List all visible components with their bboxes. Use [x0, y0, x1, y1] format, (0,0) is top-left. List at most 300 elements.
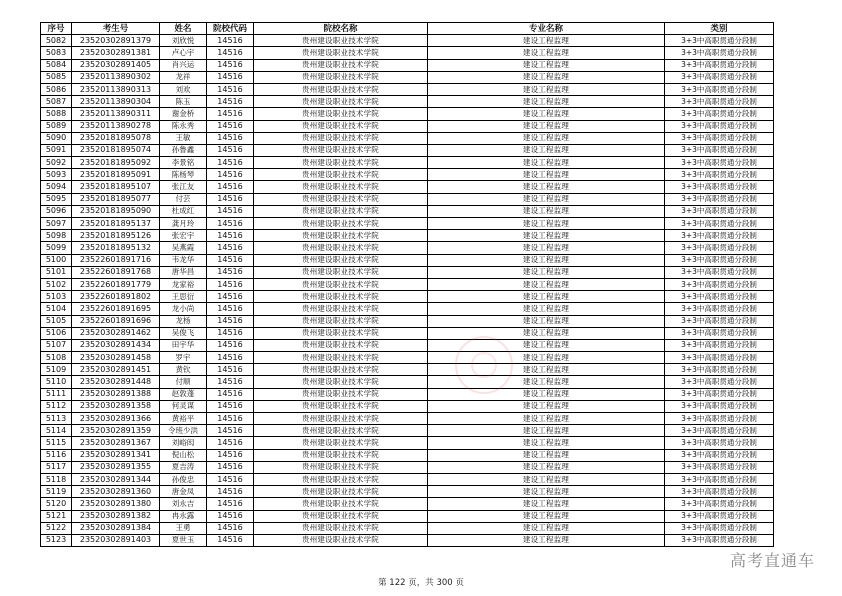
cell-name: 孙俊忠: [160, 473, 207, 485]
cell-exam-id: 23520302891341: [72, 449, 160, 461]
cell-cat: 3+3中高职贯通分段制: [665, 339, 774, 351]
cell-cat: 3+3中高职贯通分段制: [665, 278, 774, 290]
cell-seq: 5107: [41, 339, 72, 351]
cell-seq: 5088: [41, 108, 72, 120]
cell-school: 贵州建设职业技术学院: [254, 352, 428, 364]
cell-exam-id: 23522601891716: [72, 254, 160, 266]
cell-cat: 3+3中高职贯通分段制: [665, 96, 774, 108]
cell-exam-id: 23520181895132: [72, 242, 160, 254]
admission-table: [40, 22, 774, 547]
cell-major: 建设工程监理: [428, 498, 665, 510]
cell-exam-id: 23520302891379: [72, 35, 160, 47]
cell-name: 孙鲁鑫: [160, 144, 207, 156]
cell-name: 刘峪闳: [160, 437, 207, 449]
cell-major: 建设工程监理: [428, 205, 665, 217]
cell-school: 贵州建设职业技术学院: [254, 522, 428, 534]
cell-school-code: 14516: [207, 47, 254, 59]
cell-school: 贵州建设职业技术学院: [254, 96, 428, 108]
cell-school: 贵州建设职业技术学院: [254, 534, 428, 546]
table-row: [41, 83, 774, 95]
cell-cat: 3+3中高职贯通分段制: [665, 242, 774, 254]
cell-major: 建设工程监理: [428, 157, 665, 169]
cell-major: 建设工程监理: [428, 181, 665, 193]
cell-name: 倪山松: [160, 449, 207, 461]
cell-school-code: 14516: [207, 278, 254, 290]
cell-school: 贵州建设职业技术学院: [254, 473, 428, 485]
cell-name: 冉永露: [160, 510, 207, 522]
cell-major: 建设工程监理: [428, 522, 665, 534]
cell-name: 吴俊飞: [160, 327, 207, 339]
cell-major: 建设工程监理: [428, 120, 665, 132]
cell-exam-id: 23520302891381: [72, 47, 160, 59]
cell-school: 贵州建设职业技术学院: [254, 144, 428, 156]
cell-school-code: 14516: [207, 132, 254, 144]
cell-school-code: 14516: [207, 315, 254, 327]
cell-school: 贵州建设职业技术学院: [254, 83, 428, 95]
cell-school-code: 14516: [207, 59, 254, 71]
cell-school-code: 14516: [207, 534, 254, 546]
cell-major: 建设工程监理: [428, 47, 665, 59]
cell-school-code: 14516: [207, 327, 254, 339]
cell-exam-id: 23520302891380: [72, 498, 160, 510]
cell-major: 建设工程监理: [428, 254, 665, 266]
cell-major: 建设工程监理: [428, 144, 665, 156]
cell-school-code: 14516: [207, 388, 254, 400]
header-seq: 序号: [41, 23, 72, 35]
cell-cat: 3+3中高职贯通分段制: [665, 413, 774, 425]
cell-cat: 3+3中高职贯通分段制: [665, 132, 774, 144]
cell-name: 卢心宇: [160, 47, 207, 59]
table-row: [41, 157, 774, 169]
table-row: [41, 266, 774, 278]
cell-school: 贵州建设职业技术学院: [254, 425, 428, 437]
cell-school: 贵州建设职业技术学院: [254, 120, 428, 132]
cell-cat: 3+3中高职贯通分段制: [665, 498, 774, 510]
cell-cat: 3+3中高职贯通分段制: [665, 400, 774, 412]
table-row: [41, 181, 774, 193]
cell-cat: 3+3中高职贯通分段制: [665, 218, 774, 230]
cell-cat: 3+3中高职贯通分段制: [665, 534, 774, 546]
cell-seq: 5089: [41, 120, 72, 132]
cell-school: 贵州建设职业技术学院: [254, 510, 428, 522]
cell-exam-id: 23520181895107: [72, 181, 160, 193]
cell-name: 龙小尚: [160, 303, 207, 315]
table-row: [41, 144, 774, 156]
table-row: [41, 35, 774, 47]
cell-seq: 5090: [41, 132, 72, 144]
cell-school: 贵州建设职业技术学院: [254, 339, 428, 351]
cell-major: 建设工程监理: [428, 83, 665, 95]
cell-name: 吴燕霞: [160, 242, 207, 254]
cell-school-code: 14516: [207, 400, 254, 412]
cell-school: 贵州建设职业技术学院: [254, 254, 428, 266]
cell-exam-id: 23520302891366: [72, 413, 160, 425]
cell-major: 建设工程监理: [428, 437, 665, 449]
cell-exam-id: 23520302891358: [72, 400, 160, 412]
cell-seq: 5098: [41, 230, 72, 242]
cell-name: 刘欢: [160, 83, 207, 95]
cell-name: 夏吉涛: [160, 461, 207, 473]
cell-name: 陈永秀: [160, 120, 207, 132]
table-row: [41, 339, 774, 351]
cell-major: 建设工程监理: [428, 193, 665, 205]
table-row: [41, 534, 774, 546]
cell-seq: 5109: [41, 364, 72, 376]
header-row: [41, 23, 774, 35]
cell-major: 建设工程监理: [428, 315, 665, 327]
cell-exam-id: 23520302891344: [72, 473, 160, 485]
table-row: [41, 364, 774, 376]
cell-exam-id: 23520113890311: [72, 108, 160, 120]
cell-school-code: 14516: [207, 425, 254, 437]
table-row: [41, 425, 774, 437]
table-row: [41, 291, 774, 303]
cell-exam-id: 23520113890302: [72, 71, 160, 83]
cell-school: 贵州建设职业技术学院: [254, 218, 428, 230]
cell-cat: 3+3中高职贯通分段制: [665, 47, 774, 59]
cell-major: 建设工程监理: [428, 486, 665, 498]
cell-seq: 5122: [41, 522, 72, 534]
cell-cat: 3+3中高职贯通分段制: [665, 83, 774, 95]
cell-school-code: 14516: [207, 522, 254, 534]
cell-name: 张江友: [160, 181, 207, 193]
cell-school: 贵州建设职业技术学院: [254, 400, 428, 412]
cell-major: 建设工程监理: [428, 303, 665, 315]
cell-name: 张宏宇: [160, 230, 207, 242]
cell-cat: 3+3中高职贯通分段制: [665, 352, 774, 364]
cell-school-code: 14516: [207, 71, 254, 83]
cell-name: 夏世玉: [160, 534, 207, 546]
header-name: 姓名: [160, 23, 207, 35]
cell-name: 付芸: [160, 193, 207, 205]
cell-school-code: 14516: [207, 83, 254, 95]
cell-cat: 3+3中高职贯通分段制: [665, 120, 774, 132]
cell-cat: 3+3中高职贯通分段制: [665, 303, 774, 315]
cell-school-code: 14516: [207, 254, 254, 266]
cell-seq: 5106: [41, 327, 72, 339]
cell-school: 贵州建设职业技术学院: [254, 437, 428, 449]
cell-school-code: 14516: [207, 449, 254, 461]
cell-seq: 5084: [41, 59, 72, 71]
cell-name: 唐金凤: [160, 486, 207, 498]
cell-exam-id: 23520181895126: [72, 230, 160, 242]
cell-major: 建设工程监理: [428, 266, 665, 278]
table-row: [41, 449, 774, 461]
cell-school-code: 14516: [207, 35, 254, 47]
cell-school: 贵州建设职业技术学院: [254, 498, 428, 510]
cell-name: 龚月玲: [160, 218, 207, 230]
cell-cat: 3+3中高职贯通分段制: [665, 376, 774, 388]
cell-exam-id: 23522601891802: [72, 291, 160, 303]
cell-cat: 3+3中高职贯通分段制: [665, 461, 774, 473]
header-school-code: 院校代码: [207, 23, 254, 35]
cell-major: 建设工程监理: [428, 132, 665, 144]
cell-seq: 5111: [41, 388, 72, 400]
cell-school: 贵州建设职业技术学院: [254, 486, 428, 498]
cell-school: 贵州建设职业技术学院: [254, 193, 428, 205]
cell-name: 付顺: [160, 376, 207, 388]
cell-exam-id: 23520181895137: [72, 218, 160, 230]
cell-school-code: 14516: [207, 461, 254, 473]
table-row: [41, 254, 774, 266]
cell-cat: 3+3中高职贯通分段制: [665, 59, 774, 71]
cell-school: 贵州建设职业技术学院: [254, 169, 428, 181]
cell-seq: 5120: [41, 498, 72, 510]
cell-cat: 3+3中高职贯通分段制: [665, 193, 774, 205]
cell-school: 贵州建设职业技术学院: [254, 291, 428, 303]
table-body: [41, 35, 774, 547]
cell-school-code: 14516: [207, 205, 254, 217]
cell-cat: 3+3中高职贯通分段制: [665, 181, 774, 193]
cell-exam-id: 23520302891403: [72, 534, 160, 546]
cell-seq: 5113: [41, 413, 72, 425]
cell-school-code: 14516: [207, 376, 254, 388]
cell-school: 贵州建设职业技术学院: [254, 315, 428, 327]
cell-name: 杜成红: [160, 205, 207, 217]
cell-seq: 5103: [41, 291, 72, 303]
cell-name: 田宇华: [160, 339, 207, 351]
cell-name: 陈玉: [160, 96, 207, 108]
cell-exam-id: 23520181895090: [72, 205, 160, 217]
page-footer: 第 122 页，共 300 页: [378, 578, 464, 588]
cell-school-code: 14516: [207, 352, 254, 364]
cell-school: 贵州建设职业技术学院: [254, 461, 428, 473]
cell-exam-id: 23520302891355: [72, 461, 160, 473]
cell-major: 建设工程监理: [428, 218, 665, 230]
cell-exam-id: 23520302891462: [72, 327, 160, 339]
cell-cat: 3+3中高职贯通分段制: [665, 510, 774, 522]
cell-exam-id: 23520181895091: [72, 169, 160, 181]
cell-school: 贵州建设职业技术学院: [254, 388, 428, 400]
cell-cat: 3+3中高职贯通分段制: [665, 388, 774, 400]
cell-name: 罗宇: [160, 352, 207, 364]
cell-major: 建设工程监理: [428, 449, 665, 461]
cell-school-code: 14516: [207, 437, 254, 449]
cell-cat: 3+3中高职贯通分段制: [665, 157, 774, 169]
header-major: 专业名称: [428, 23, 665, 35]
cell-seq: 5087: [41, 96, 72, 108]
cell-seq: 5102: [41, 278, 72, 290]
cell-cat: 3+3中高职贯通分段制: [665, 437, 774, 449]
cell-exam-id: 23520181895078: [72, 132, 160, 144]
cell-school-code: 14516: [207, 96, 254, 108]
cell-school: 贵州建设职业技术学院: [254, 266, 428, 278]
watermark-stamp-icon: [455, 336, 513, 394]
cell-cat: 3+3中高职贯通分段制: [665, 35, 774, 47]
cell-name: 李景铭: [160, 157, 207, 169]
cell-school: 贵州建设职业技术学院: [254, 278, 428, 290]
cell-school-code: 14516: [207, 120, 254, 132]
cell-exam-id: 23520113890278: [72, 120, 160, 132]
cell-seq: 5096: [41, 205, 72, 217]
cell-exam-id: 23520302891388: [72, 388, 160, 400]
table-row: [41, 315, 774, 327]
cell-cat: 3+3中高职贯通分段制: [665, 449, 774, 461]
cell-school-code: 14516: [207, 473, 254, 485]
cell-school: 贵州建设职业技术学院: [254, 47, 428, 59]
table-row: [41, 352, 774, 364]
cell-name: 黄裕平: [160, 413, 207, 425]
cell-school-code: 14516: [207, 218, 254, 230]
table-row: [41, 327, 774, 339]
cell-exam-id: 23520302891448: [72, 376, 160, 388]
cell-school-code: 14516: [207, 108, 254, 120]
cell-name: 龙家裕: [160, 278, 207, 290]
cell-school-code: 14516: [207, 144, 254, 156]
cell-school-code: 14516: [207, 291, 254, 303]
cell-cat: 3+3中高职贯通分段制: [665, 425, 774, 437]
cell-name: 黄钦: [160, 364, 207, 376]
cell-seq: 5118: [41, 473, 72, 485]
table-row: [41, 205, 774, 217]
cell-seq: 5105: [41, 315, 72, 327]
cell-cat: 3+3中高职贯通分段制: [665, 486, 774, 498]
cell-school-code: 14516: [207, 266, 254, 278]
table-row: [41, 461, 774, 473]
cell-seq: 5095: [41, 193, 72, 205]
table-row: [41, 522, 774, 534]
table-row: [41, 59, 774, 71]
cell-exam-id: 23520302891382: [72, 510, 160, 522]
cell-exam-id: 23520302891405: [72, 59, 160, 71]
cell-major: 建设工程监理: [428, 388, 665, 400]
cell-major: 建设工程监理: [428, 461, 665, 473]
cell-cat: 3+3中高职贯通分段制: [665, 327, 774, 339]
cell-school: 贵州建设职业技术学院: [254, 327, 428, 339]
cell-name: 王勇: [160, 522, 207, 534]
cell-exam-id: 23520181895074: [72, 144, 160, 156]
cell-cat: 3+3中高职贯通分段制: [665, 291, 774, 303]
table-row: [41, 278, 774, 290]
cell-exam-id: 23520113890304: [72, 96, 160, 108]
header-category: 类别: [665, 23, 774, 35]
cell-school: 贵州建设职业技术学院: [254, 364, 428, 376]
cell-seq: 5099: [41, 242, 72, 254]
cell-major: 建设工程监理: [428, 59, 665, 71]
table-row: [41, 437, 774, 449]
cell-school-code: 14516: [207, 486, 254, 498]
table-row: [41, 388, 774, 400]
cell-major: 建设工程监理: [428, 169, 665, 181]
cell-name: 王思衍: [160, 291, 207, 303]
cell-seq: 5119: [41, 486, 72, 498]
cell-school: 贵州建设职业技术学院: [254, 303, 428, 315]
cell-school: 贵州建设职业技术学院: [254, 181, 428, 193]
cell-major: 建设工程监理: [428, 96, 665, 108]
cell-name: 令班少洪: [160, 425, 207, 437]
cell-seq: 5092: [41, 157, 72, 169]
cell-major: 建设工程监理: [428, 376, 665, 388]
cell-major: 建设工程监理: [428, 242, 665, 254]
table-row: [41, 169, 774, 181]
header-exam-id: 考生号: [72, 23, 160, 35]
cell-exam-id: 23520302891360: [72, 486, 160, 498]
table-row: [41, 413, 774, 425]
table-row: [41, 218, 774, 230]
table-row: [41, 498, 774, 510]
cell-major: 建设工程监理: [428, 510, 665, 522]
cell-cat: 3+3中高职贯通分段制: [665, 254, 774, 266]
table-row: [41, 510, 774, 522]
cell-seq: 5116: [41, 449, 72, 461]
cell-cat: 3+3中高职贯通分段制: [665, 144, 774, 156]
cell-school-code: 14516: [207, 498, 254, 510]
cell-name: 刘永吉: [160, 498, 207, 510]
cell-major: 建设工程监理: [428, 364, 665, 376]
table-row: [41, 108, 774, 120]
cell-name: 龙祥: [160, 71, 207, 83]
cell-seq: 5104: [41, 303, 72, 315]
cell-school: 贵州建设职业技术学院: [254, 242, 428, 254]
cell-school-code: 14516: [207, 303, 254, 315]
cell-seq: 5091: [41, 144, 72, 156]
cell-name: 龙杨: [160, 315, 207, 327]
cell-exam-id: 23520181895092: [72, 157, 160, 169]
header-school-name: 院校名称: [254, 23, 428, 35]
table-row: [41, 486, 774, 498]
cell-school: 贵州建设职业技术学院: [254, 71, 428, 83]
cell-seq: 5101: [41, 266, 72, 278]
cell-exam-id: 23520302891458: [72, 352, 160, 364]
cell-school: 贵州建设职业技术学院: [254, 205, 428, 217]
table-row: [41, 376, 774, 388]
table-row: [41, 120, 774, 132]
cell-cat: 3+3中高职贯通分段制: [665, 230, 774, 242]
cell-name: 韦龙华: [160, 254, 207, 266]
cell-cat: 3+3中高职贯通分段制: [665, 108, 774, 120]
table-row: [41, 71, 774, 83]
table-row: [41, 47, 774, 59]
cell-name: 陈杨琴: [160, 169, 207, 181]
cell-name: 谢金桥: [160, 108, 207, 120]
cell-major: 建设工程监理: [428, 534, 665, 546]
table-row: [41, 242, 774, 254]
cell-exam-id: 23520302891434: [72, 339, 160, 351]
cell-name: 肖兴运: [160, 59, 207, 71]
table-row: [41, 230, 774, 242]
cell-exam-id: 23520302891384: [72, 522, 160, 534]
table-row: [41, 132, 774, 144]
cell-major: 建设工程监理: [428, 473, 665, 485]
cell-school: 贵州建设职业技术学院: [254, 449, 428, 461]
cell-seq: 5082: [41, 35, 72, 47]
cell-cat: 3+3中高职贯通分段制: [665, 522, 774, 534]
cell-cat: 3+3中高职贯通分段制: [665, 266, 774, 278]
cell-school: 贵州建设职业技术学院: [254, 376, 428, 388]
cell-exam-id: 23522601891779: [72, 278, 160, 290]
cell-major: 建设工程监理: [428, 71, 665, 83]
cell-seq: 5112: [41, 400, 72, 412]
cell-school-code: 14516: [207, 413, 254, 425]
cell-seq: 5123: [41, 534, 72, 546]
cell-school: 贵州建设职业技术学院: [254, 59, 428, 71]
cell-school-code: 14516: [207, 364, 254, 376]
cell-exam-id: 23522601891768: [72, 266, 160, 278]
cell-seq: 5114: [41, 425, 72, 437]
cell-major: 建设工程监理: [428, 352, 665, 364]
cell-school-code: 14516: [207, 339, 254, 351]
cell-seq: 5083: [41, 47, 72, 59]
table-row: [41, 193, 774, 205]
cell-major: 建设工程监理: [428, 413, 665, 425]
table-row: [41, 96, 774, 108]
cell-seq: 5085: [41, 71, 72, 83]
cell-school-code: 14516: [207, 181, 254, 193]
cell-school-code: 14516: [207, 169, 254, 181]
watermark-text: 高考直通车: [730, 551, 816, 570]
cell-seq: 5093: [41, 169, 72, 181]
cell-school-code: 14516: [207, 510, 254, 522]
